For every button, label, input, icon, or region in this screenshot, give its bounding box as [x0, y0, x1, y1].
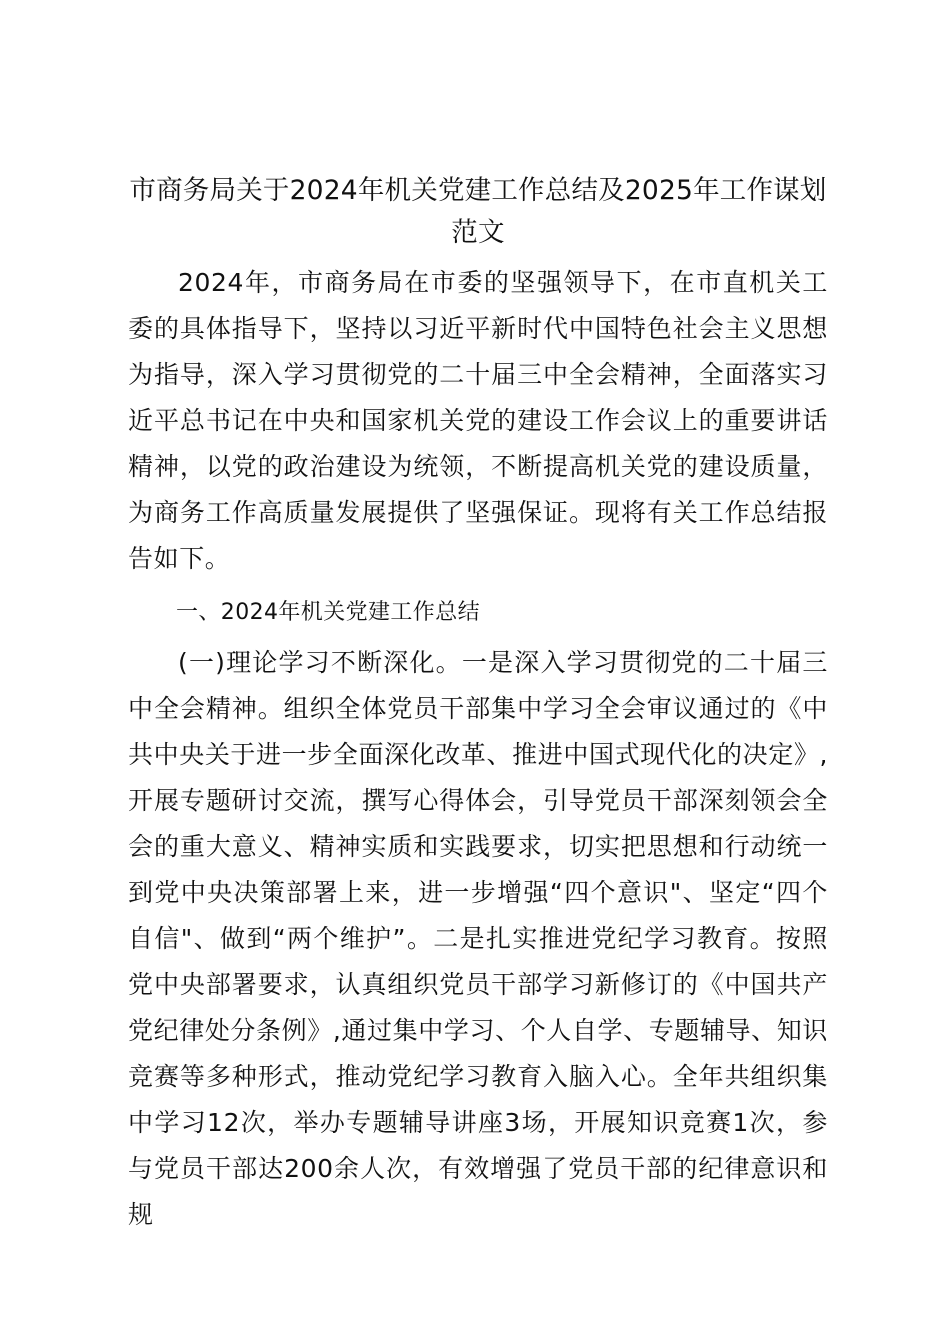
section-heading: 一、2024年机关党建工作总结 — [176, 600, 480, 625]
document-title: 市商务局关于2024年机关党建工作总结及2025年工作谋划范文 — [129, 175, 827, 248]
section-paragraph: (一)理论学习不断深化。一是深入学习贯彻党的二十届三中全会精神。组织全体党员干部集中学习全会审议通过的《中共中央关于进一步全面深化改革、推进中国式现代化的决定》,开展专题研讨交流，撰写心得体会，引导党员干部深刻领会全会的重大意义、精神实质和实践要求，切实把思想和行动统一到党中央决策部署上来，进一步增强“四个意识"、坚定“四个自信"、做到“两个维护”。二是扎实推进党纪学习教育。按照党中央部署要求，认真组织党员干部学习新修订的《中国共产党纪律处分条例》,通过集中学习、个人自学、专题辅导、知识竞赛等多种形式，推动党纪学习教育入脑入心。全年共组织集中学习12次，举办专题辅导讲座3场，开展知识竞赛1次，参与党员干部达200余人次，有效增强了党员干部的纪律意识和规 — [128, 648, 828, 1229]
document-body — [128, 170, 828, 1238]
intro-paragraph: 2024年，市商务局在市委的坚强领导下，在市直机关工委的具体指导下，坚持以习近平新时代中国特色社会主义思想为指导，深入学习贯彻党的二十届三中全会精神，全面落实习近平总书记在中央和国家机关党的建设工作会议上的重要讲话精神，以党的政治建设为统领，不断提高机关党的建设质量，为商务工作高质量发展提供了坚强保证。现将有关工作总结报告如下。 — [128, 268, 828, 573]
